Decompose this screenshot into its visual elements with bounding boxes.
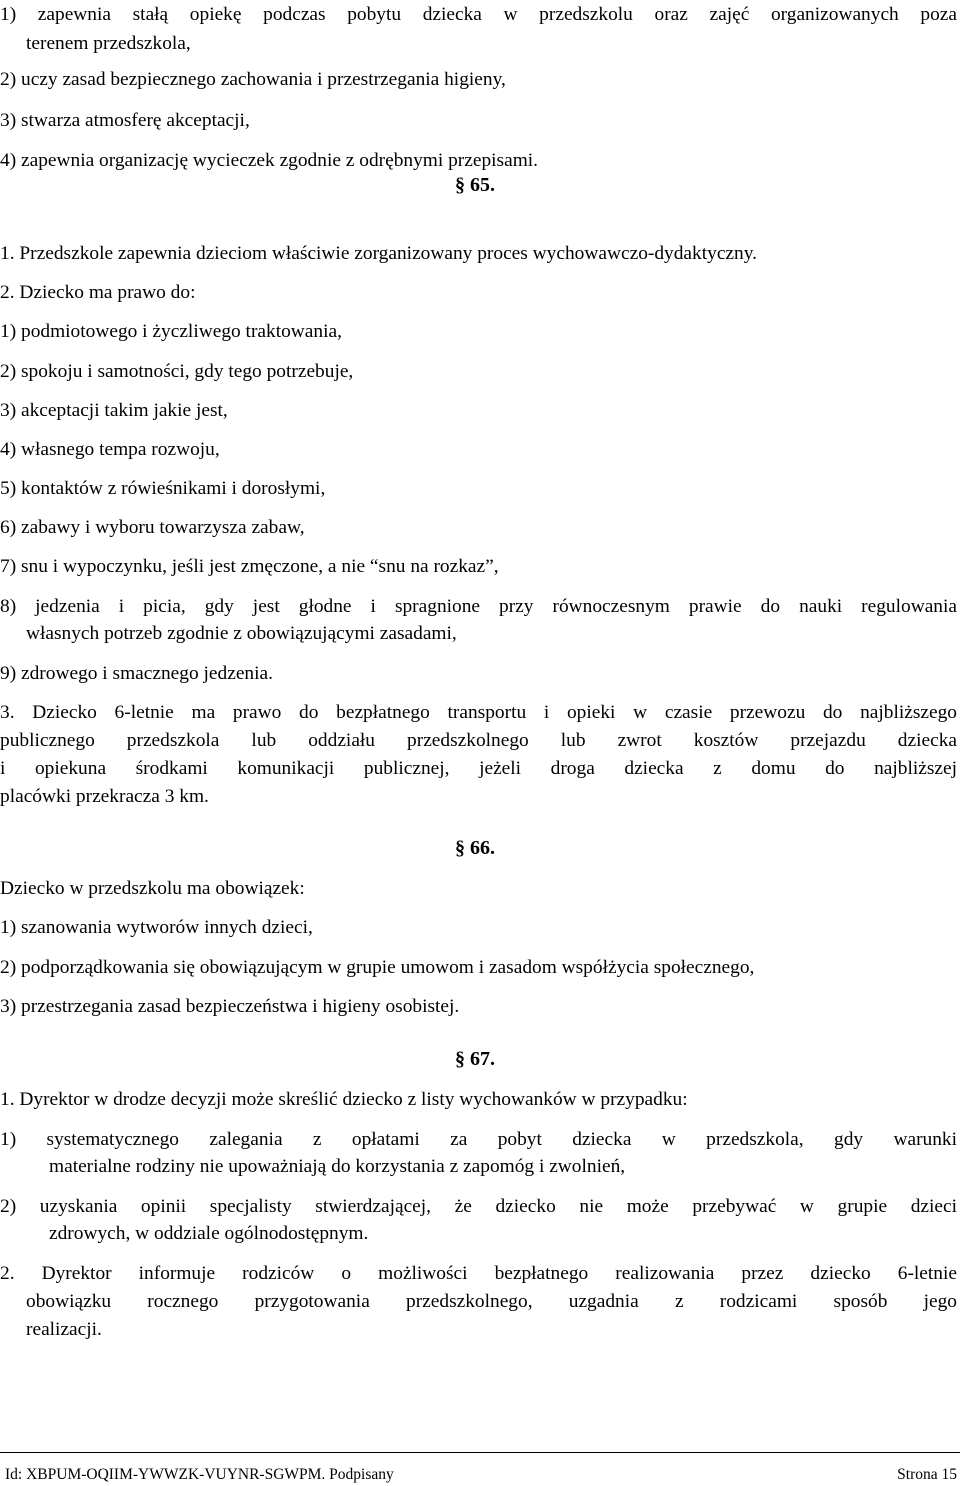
- paragraph: 1. Przedszkole zapewnia dzieciom właściwie zorganizowany proces wychowawczo-dydaktyczny.: [0, 243, 758, 264]
- paragraph: 3. Dziecko 6-letnie ma prawo do bezpłatnego transportu i opieki w czasie przewozu do najbliższego: [0, 702, 957, 723]
- list-item: 1) podmiotowego i życzliwego traktowania,: [0, 321, 342, 342]
- list-item: 4) zapewnia organizację wycieczek zgodnie z odrębnymi przepisami.: [0, 150, 539, 171]
- paragraph: realizacji.: [26, 1319, 102, 1340]
- list-item: 2) uzyskania opinii specjalisty stwierdzającej, że dziecko nie może przebywać w grupie dzieci: [0, 1196, 957, 1217]
- paragraph: publicznego przedszkola lub oddziału przedszkolnego lub zwrot kosztów przejazdu dziecka: [0, 730, 957, 751]
- list-item-continuation: terenem przedszkola,: [26, 33, 191, 54]
- paragraph: 1. Dyrektor w drodze decyzji może skreślić dziecko z listy wychowanków w przypadku:: [0, 1089, 688, 1110]
- list-item: 7) snu i wypoczynku, jeśli jest zmęczone, a nie “snu na rozkaz”,: [0, 556, 499, 577]
- paragraph: obowiązku rocznego przygotowania przedszkolnego, uzgadnia z rodzicami sposób jego: [26, 1291, 957, 1312]
- footer-divider: [0, 1452, 960, 1453]
- section-heading-66: § 66.: [455, 837, 495, 859]
- list-item-continuation: własnych potrzeb zgodnie z obowiązującymi zasadami,: [26, 623, 457, 644]
- paragraph: placówki przekracza 3 km.: [0, 786, 209, 807]
- page-number: Strona 15: [897, 1466, 957, 1483]
- list-item: 1) systematycznego zalegania z opłatami za pobyt dziecka w przedszkola, gdy warunki: [0, 1129, 957, 1150]
- section-heading-65: § 65.: [455, 174, 495, 196]
- list-item: 1) szanowania wytworów innych dzieci,: [0, 917, 313, 938]
- list-item: 9) zdrowego i smacznego jedzenia.: [0, 663, 273, 684]
- list-item: 5) kontaktów z rówieśnikami i dorosłymi,: [0, 478, 326, 499]
- paragraph: 2. Dyrektor informuje rodziców o możliwości bezpłatnego realizowania przez dziecko 6-letnie: [0, 1263, 957, 1284]
- document-id: Id: XBPUM-OQIIM-YWWZK-VUYNR-SGWPM. Podpisany: [5, 1466, 394, 1483]
- list-item: 2) spokoju i samotności, gdy tego potrzebuje,: [0, 361, 354, 382]
- list-item: 2) podporządkowania się obowiązującym w grupie umowom i zasadom współżycia społecznego,: [0, 957, 755, 978]
- list-item: 3) akceptacji takim jakie jest,: [0, 400, 228, 421]
- section-heading-67: § 67.: [455, 1048, 495, 1070]
- list-item: 8) jedzenia i picia, gdy jest głodne i spragnione przy równoczesnym prawie do nauki regulowania: [0, 596, 957, 617]
- list-item: 6) zabawy i wyboru towarzysza zabaw,: [0, 517, 305, 538]
- list-item: 2) uczy zasad bezpiecznego zachowania i przestrzegania higieny,: [0, 69, 506, 90]
- list-item: 3) przestrzegania zasad bezpieczeństwa i higieny osobistej.: [0, 996, 460, 1017]
- list-item: 1) zapewnia stałą opiekę podczas pobytu dziecka w przedszkolu oraz zajęć organizowanych poza: [0, 4, 957, 25]
- list-item: 3) stwarza atmosferę akceptacji,: [0, 110, 250, 131]
- paragraph: 2. Dziecko ma prawo do:: [0, 282, 196, 303]
- list-item: 4) własnego tempa rozwoju,: [0, 439, 220, 460]
- list-item-continuation: materialne rodziny nie upoważniają do korzystania z zapomóg i zwolnień,: [49, 1156, 626, 1177]
- paragraph: Dziecko w przedszkolu ma obowiązek:: [0, 878, 305, 899]
- paragraph: i opiekuna środkami komunikacji publicznej, jeżeli droga dziecka z domu do najbliższej: [0, 758, 957, 779]
- list-item-continuation: zdrowych, w oddziale ogólnodostępnym.: [49, 1223, 369, 1244]
